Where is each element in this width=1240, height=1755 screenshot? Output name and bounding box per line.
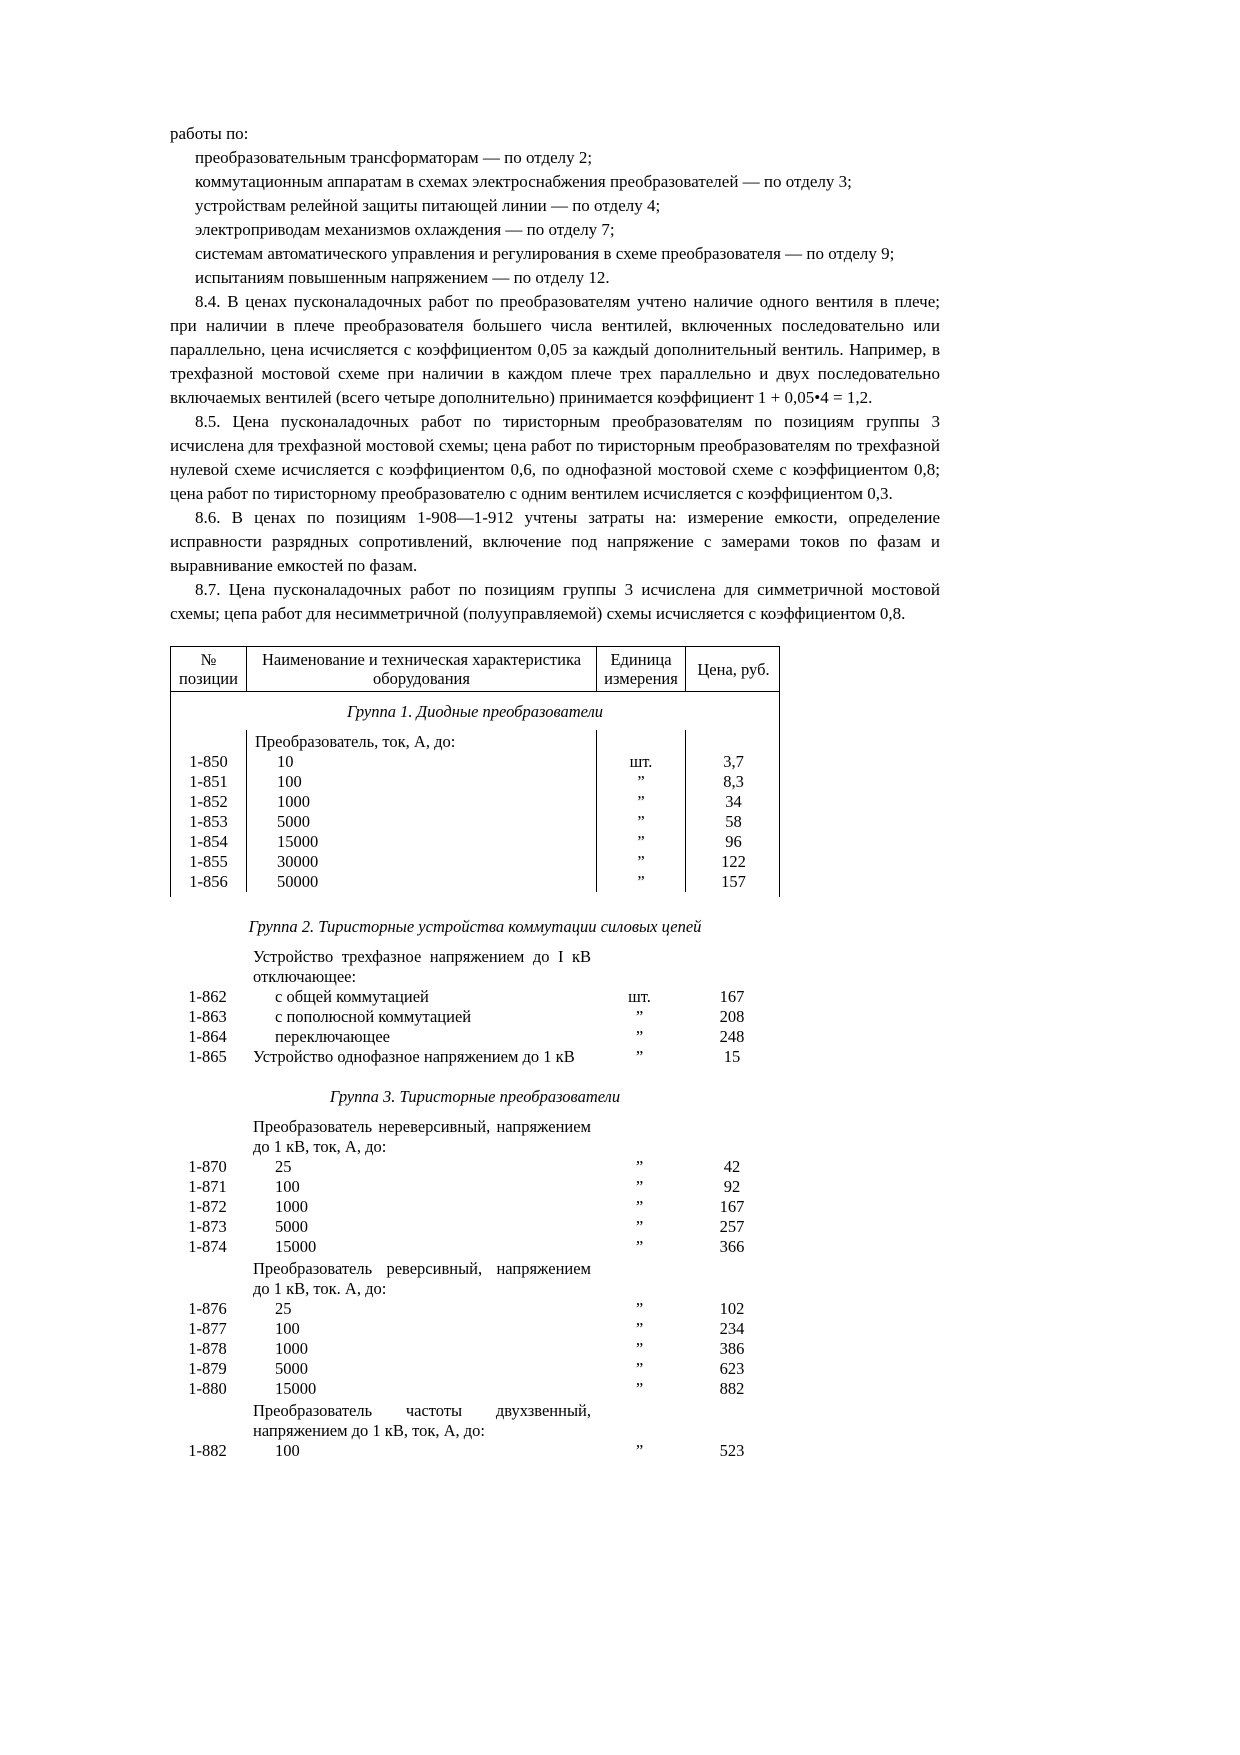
name-cell: 10 xyxy=(246,752,596,772)
name-cell: 1000 xyxy=(275,1339,308,1358)
paragraph-8-7: 8.7. Цена пусконаладочных работ по позициям группы 3 исчислена для симметричной мостовой схемы; цепа работ для несимметричной (полууправляемой) схемы исчисляется с коэффициентом 0,8. xyxy=(170,580,940,623)
section-title: Группа 1. Диодные преобразователи xyxy=(346,702,604,721)
unit-cell: ” xyxy=(635,1379,644,1398)
group-label: Преобразователь реверсивный, напряжением до 1 кВ, ток. А, до: xyxy=(253,1259,591,1298)
position-cell: 1-851 xyxy=(189,772,228,791)
name-cell: 5000 xyxy=(275,1217,308,1236)
price-cell: 248 xyxy=(719,1027,745,1046)
position-cell: 1-882 xyxy=(188,1441,227,1460)
unit-cell xyxy=(595,945,684,987)
price-cell xyxy=(685,730,781,752)
price-cell: 523 xyxy=(719,1441,745,1460)
position-cell xyxy=(170,945,245,987)
name-cell: переключающее xyxy=(275,1027,390,1046)
position-cell: 1-873 xyxy=(188,1217,227,1236)
price-cell: 58 xyxy=(685,812,781,832)
group-label: Преобразователь, ток, А, до: xyxy=(246,730,596,752)
intro-item: испытаниям повышенным напряжением — по отделу 12. xyxy=(195,268,610,287)
price-table-sections xyxy=(170,692,780,1461)
header-price: Цена, руб. xyxy=(685,647,781,691)
name-cell: 30000 xyxy=(246,852,596,872)
table-grid xyxy=(170,945,780,1067)
name-cell: 25 xyxy=(275,1157,292,1176)
unit-cell xyxy=(596,730,685,752)
unit-cell xyxy=(595,1115,684,1157)
unit-cell xyxy=(595,1399,684,1441)
price-cell: 208 xyxy=(719,1007,745,1026)
name-cell: с общей коммутацией xyxy=(275,987,429,1006)
position-cell: 1-874 xyxy=(188,1237,227,1256)
price-cell: 15 xyxy=(723,1047,741,1066)
price-cell xyxy=(684,1257,780,1299)
position-cell: 1-878 xyxy=(188,1339,227,1358)
position-cell xyxy=(170,1257,245,1299)
position-cell xyxy=(171,730,246,752)
unit-cell: ” xyxy=(635,1007,644,1026)
price-cell xyxy=(684,1399,780,1441)
unit-cell: шт. xyxy=(628,987,651,1006)
position-cell: 1-854 xyxy=(189,832,228,851)
price-cell: 386 xyxy=(719,1339,745,1358)
name-cell: Устройство однофазное напряжением до 1 кВ xyxy=(253,1047,575,1066)
paragraph-8-5: 8.5. Цена пусконаладочных работ по тиристорным преобразователям по позициям группы 3 исчислена для трехфазной мостовой схемы; цена работ по тиристорным преобразователям по трехфазной нулевой схеме исчисляется с коэффициентом 0,6, по однофазной мостовой схеме с коэффициентом 0,8; цена работ по тиристорному преобразователю с одним вентилем исчисляется с коэффициентом 0,3. xyxy=(170,412,940,503)
name-cell: 15000 xyxy=(275,1379,317,1398)
position-cell: 1-856 xyxy=(189,872,228,891)
price-cell: 122 xyxy=(685,852,781,872)
table-grid xyxy=(170,1115,780,1461)
unit-cell: ” xyxy=(635,1299,644,1318)
unit-cell: ” xyxy=(635,1217,644,1236)
price-cell: 96 xyxy=(685,832,781,852)
group-label: Устройство трехфазное напряжением до I кВ отключающее: xyxy=(253,947,591,986)
intro-item: коммутационным аппаратам в схемах электроснабжения преобразователей — по отделу 3; xyxy=(195,172,852,191)
group-label: Преобразователь нереверсивный, напряжением до 1 кВ, ток, А, до: xyxy=(253,1117,591,1156)
name-cell: 1000 xyxy=(275,1197,308,1216)
unit-cell xyxy=(595,1257,684,1299)
price-cell: 92 xyxy=(723,1177,741,1196)
header-unit: Единица измерения xyxy=(596,647,685,691)
price-cell: 34 xyxy=(685,792,781,812)
position-cell: 1-863 xyxy=(188,1007,227,1026)
price-cell: 167 xyxy=(719,987,745,1006)
name-cell: 100 xyxy=(275,1177,300,1196)
name-cell: 1000 xyxy=(246,792,596,812)
position-cell: 1-850 xyxy=(189,752,228,771)
name-cell: 5000 xyxy=(246,812,596,832)
position-cell: 1-880 xyxy=(188,1379,227,1398)
table-grid xyxy=(171,730,779,892)
header-position: № позиции xyxy=(179,650,238,688)
unit-cell: ” xyxy=(635,1441,644,1460)
price-table xyxy=(170,646,780,1461)
paragraph-8-6: 8.6. В ценах по позициям 1-908—1-912 учтены затраты на: измерение емкости, определение исправности разрядных сопротивлений, включение под напряжение с замерами токов по фазам и выравнивание емкостей по фазам. xyxy=(170,508,940,575)
position-cell: 1-864 xyxy=(188,1027,227,1046)
price-cell: 623 xyxy=(719,1359,745,1378)
section-title: Группа 2. Тиристорные устройства коммутации силовых цепей xyxy=(248,917,702,936)
unit-cell: ” xyxy=(635,1177,644,1196)
position-cell xyxy=(170,1115,245,1157)
position-cell: 1-879 xyxy=(188,1359,227,1378)
position-cell: 1-862 xyxy=(188,987,227,1006)
name-cell: 15000 xyxy=(246,832,596,852)
unit-cell: ” xyxy=(596,772,685,792)
section-title: Группа 3. Тиристорные преобразователи xyxy=(329,1087,621,1106)
position-cell: 1-855 xyxy=(189,852,228,871)
name-cell: 5000 xyxy=(275,1359,308,1378)
table-section xyxy=(170,692,780,897)
table-section xyxy=(170,907,780,1067)
price-cell: 234 xyxy=(719,1319,745,1338)
name-cell: 15000 xyxy=(275,1237,317,1256)
position-cell: 1-877 xyxy=(188,1319,227,1338)
name-cell: 100 xyxy=(275,1441,300,1460)
position-cell: 1-853 xyxy=(189,812,228,831)
unit-cell: шт. xyxy=(596,752,685,772)
unit-cell: ” xyxy=(635,1359,644,1378)
price-cell: 257 xyxy=(719,1217,745,1236)
table-section xyxy=(170,1077,780,1461)
intro-lead: работы по: xyxy=(170,124,249,143)
position-cell: 1-865 xyxy=(188,1047,227,1066)
price-cell: 167 xyxy=(719,1197,745,1216)
intro-item: системам автоматического управления и регулирования в схеме преобразователя — по отделу 9; xyxy=(195,244,895,263)
name-cell: 25 xyxy=(275,1299,292,1318)
intro-item: устройствам релейной защиты питающей линии — по отделу 4; xyxy=(195,196,661,215)
intro-item: преобразовательным трансформаторам — по отделу 2; xyxy=(195,148,593,167)
unit-cell: ” xyxy=(596,852,685,872)
unit-cell: ” xyxy=(596,812,685,832)
name-cell: 100 xyxy=(246,772,596,792)
unit-cell: ” xyxy=(635,1157,644,1176)
position-cell: 1-852 xyxy=(189,792,228,811)
unit-cell: ” xyxy=(596,792,685,812)
intro-item: электроприводам механизмов охлаждения — по отделу 7; xyxy=(195,220,615,239)
unit-cell: ” xyxy=(635,1197,644,1216)
table-header-row xyxy=(170,646,780,692)
name-cell: 100 xyxy=(275,1319,300,1338)
paragraph-8-4: 8.4. В ценах пусконаладочных работ по преобразователям учтено наличие одного вентиля в плече; при наличии в плече преобразователя большего числа вентилей, включенных последовательно или параллельно, цена исчисляется с коэффициентом 0,05 за каждый дополнительный вентиль. Например, в трехфазной мостовой схеме при наличии в каждом плече трех параллельно и двух последовательно включаемых вентилей (всего четыре дополнительно) принимается коэффициент 1 + 0,05•4 = 1,2. xyxy=(170,292,940,407)
name-cell: 50000 xyxy=(246,872,596,892)
unit-cell: ” xyxy=(596,872,685,892)
position-cell xyxy=(170,1399,245,1441)
unit-cell: ” xyxy=(635,1237,644,1256)
price-cell: 366 xyxy=(719,1237,745,1256)
unit-cell: ” xyxy=(635,1027,644,1046)
price-cell xyxy=(684,1115,780,1157)
name-cell: с пополюсной коммутацией xyxy=(275,1007,472,1026)
price-cell: 8,3 xyxy=(685,772,781,792)
body-text xyxy=(170,122,940,626)
unit-cell: ” xyxy=(635,1319,644,1338)
position-cell: 1-871 xyxy=(188,1177,227,1196)
price-cell: 157 xyxy=(685,872,781,892)
price-cell: 42 xyxy=(723,1157,741,1176)
price-cell xyxy=(684,945,780,987)
price-cell: 102 xyxy=(719,1299,745,1318)
position-cell: 1-872 xyxy=(188,1197,227,1216)
unit-cell: ” xyxy=(635,1047,644,1066)
position-cell: 1-870 xyxy=(188,1157,227,1176)
header-name: Наименование и техническая характеристика оборудования xyxy=(246,647,596,691)
price-cell: 882 xyxy=(719,1379,745,1398)
unit-cell: ” xyxy=(635,1339,644,1358)
unit-cell: ” xyxy=(596,832,685,852)
group-label: Преобразователь частоты двухзвенный, напряжением до 1 кВ, ток, А, до: xyxy=(253,1401,591,1440)
position-cell: 1-876 xyxy=(188,1299,227,1318)
price-cell: 3,7 xyxy=(685,752,781,772)
